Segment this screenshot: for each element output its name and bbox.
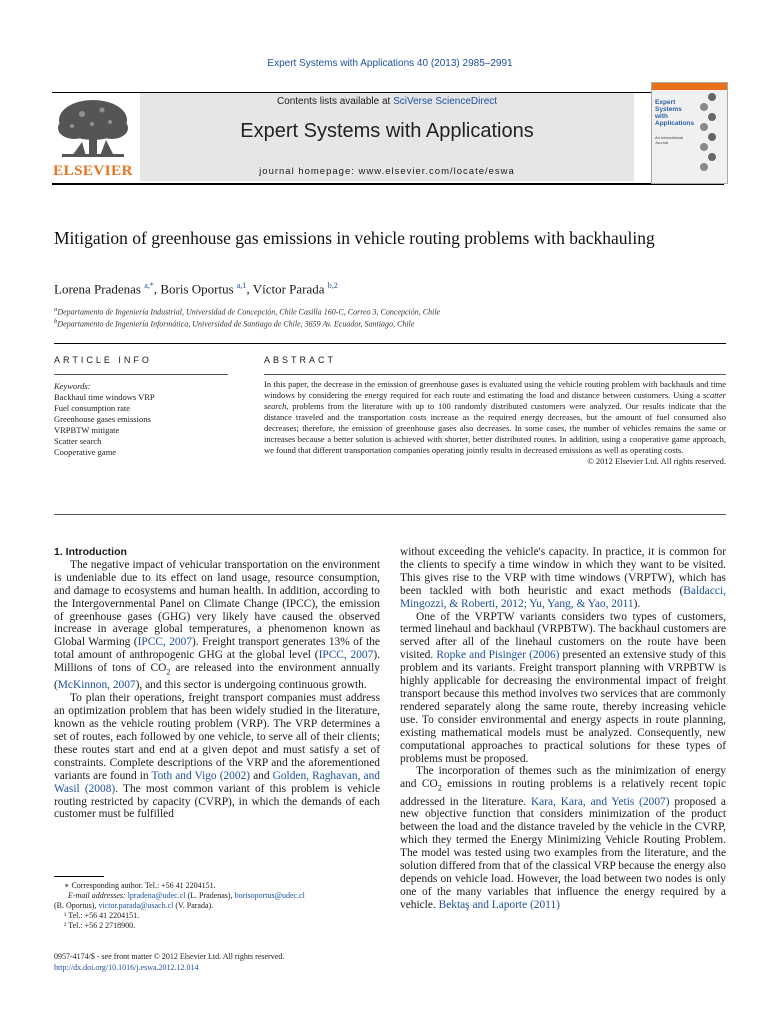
elsevier-wordmark: ELSEVIER [53,163,133,179]
journal-homepage[interactable]: journal homepage: www.elsevier.com/locate/eswa [259,166,515,177]
paragraph: without exceeding the vehicle's capacity. In practice, it is common for the clients to specify a time window in which they want to be visited. This gives rise to the VRP with time windows (VRPTW), which has been tackled with both heuristic and exact methods (Baldacci, Mingozzi, & Roberti, 2012; Yu, Yang, & Yao, 2011). [400,546,726,610]
journal-name: Expert Systems with Applications [240,120,534,142]
citation-link[interactable]: Golden, Raghavan, and Wasil (2008) [54,769,380,795]
keyword: Cooperative game [54,447,117,457]
paragraph: The negative impact of vehicular transportation on the environment is undeniable due to its effect on land usage, resource consumption, and damage to ecosystems and human health. In addition, according to the Intergovernmental Panel on Climate Change (IPCC), the emission of greenhouse gases (GHG) very likely have caused the observed increase in average global temperatures, a phenomenon known as Global Warming (IPCC, 2007). Freight transport generates 13% of the total amount of anthropogenic GHG at the global level (IPCC, 2007). Millions of tons of $CO_2$ are released into the environment annually (McKinnon, 2007), and this sector is undergoing continuous growth. [54,558,380,692]
citation-link[interactable]: Bektaş and Laporte (2011) [438,898,560,911]
paragraph: To plan their operations, freight transport companies must address an optimization problem that has been widely studied in the literature, known as the vehicle routing problem (VRP). The VRP determines a set of routes, each followed by one vehicle, to serve all of their clients; these routes start and end at a given depot and must satisfy a set of constraints. Complete descriptions of the VRP and the aforementioned variants are found in Toth and Vigo (2002) and Golden, Raghavan, and Wasil (2008). The most common variant of this problem is vehicle routing restricted by capacity (CVRP), in which the demands of each customer must be fulfilled [54,692,380,821]
citation-link[interactable]: Kara, Kara, and Yetis (2007) [530,795,670,808]
footnotes [54,881,384,931]
divider [54,374,228,375]
email-link[interactable]: victor.parada@usach.cl [98,901,174,910]
citation-link[interactable]: IPCC, 2007 [137,636,192,649]
footnote: ² Tel.: +56 2 2718900. [64,921,136,930]
copyright-notice: © 2012 Elsevier Ltd. All rights reserved. [587,456,726,466]
footnote-rule [54,876,104,877]
author-marks[interactable]: b,2 [327,281,338,290]
article-title: Mitigation of greenhouse gas emissions in vehicle routing problems with backhauling [54,228,655,248]
body-right-column [400,546,726,912]
keyword: Fuel consumption rate [54,403,131,413]
footnote: ¹ Tel.: +56 41 2204151. [64,911,140,920]
body-left-column [54,546,380,821]
citation-link[interactable]: Ropke and Pisinger (2006) [436,649,560,662]
abstract-heading: ABSTRACT [264,355,337,365]
citation-link[interactable]: IPCC, 2007 [318,649,374,662]
cover-band [652,83,727,90]
divider [264,374,726,375]
journal-cover-thumbnail [651,82,728,184]
contents-line [140,96,634,107]
doi-link[interactable]: http://dx.doi.org/10.1016/j.eswa.2012.12.014 [54,963,199,972]
author-marks[interactable]: a,1 [236,281,247,290]
journal-citation[interactable]: Expert Systems with Applications 40 (2013) 2985–2991 [267,58,513,69]
keywords-label: Keywords: [54,381,91,391]
author-list: Lorena Pradenas $^{a,*}$, Boris Oportus $^{a,1}$, Víctor Parada $^{b,2}$ [54,281,338,297]
citation-link[interactable]: Toth and Vigo (2002) [151,769,251,782]
divider [54,343,726,344]
email-link[interactable]: borisoportus@udec.cl [234,891,305,900]
front-matter-line: 0957-4174/$ - see front matter © 2012 Elsevier Ltd. All rights reserved. [54,952,285,961]
citation-link[interactable]: McKinnon, 2007 [57,679,136,692]
keyword: Backhaul time windows VRP [54,392,155,402]
front-matter [54,951,284,973]
author-marks[interactable]: a,* [144,281,154,290]
author-name: Víctor Parada [252,281,325,297]
elsevier-tree-icon [52,96,134,162]
paragraph: One of the VRPTW variants considers two types of customers, termed linehaul and backhaul (VRPBTW). The backhaul customers are served after all of the linehaul customers on the route have been visited. Ropke and Pisinger (2006) presented an extensive study of this problem and its variants. Freight transport planning with VRPBTW is highly applicable for decreasing the environmental impact of freight transport because this method involves two services that are commonly rendered separately along the same route, thereby increasing vehicle use. To consider environmental and energy aspects in route planning, existing mathematical models must be analyzed. Consequently, new computational approaches to practical solutions for these types of problems must be proposed. [400,610,726,765]
elsevier-logo [52,96,134,180]
corresponding-author-note: ∗ Corresponding author. Tel.: +56 41 2204151. [64,881,216,890]
article-info-heading: ARTICLE INFO [54,355,152,365]
cover-subtitle: An International Journal [655,135,684,145]
affiliation: $^a$Departamento de Ingeniería Industrial, Universidad de Concepción, Chile Casilla 160-C, Correo 3, Concepción, Chile [54,306,441,317]
paragraph: The incorporation of themes such as the minimization of energy and $CO_2$ emissions in routing problems is a relatively recent topic addressed in the literature. Kara, Kara, and Yetis (2007) proposed a new objective function that considers minimization of the product between the load and the distance traveled by the vehicle in the CVRP, which they termed the Energy Minimizing Vehicle Routing Problem. The model was tested using two examples from the literature, and the solution differed from that of the classical VRP because the energy also depends on vehicle load. However, the load between two nodes is only one of the many variables that influence the energy required by a vehicle. Bektaş and Laporte (2011) [400,765,726,911]
keywords-block [54,381,230,458]
sciencedirect-link[interactable]: SciVerse ScienceDirect [393,96,498,107]
author-name: Boris Oportus [160,281,234,297]
author-name: Lorena Pradenas [54,281,141,297]
keyword: VRPBTW mitigate [54,425,120,435]
cover-graphics [694,91,724,173]
divider [54,514,726,515]
section-heading: 1. Introduction [54,546,127,558]
email-addresses: E-mail addresses: lpradena@udec.cl (L. Pradenas), borisoportus@udec.cl [68,891,305,900]
abstract-text: In this paper, the decrease in the emission of greenhouse gases is evaluated using the vehicle routing problem with backhauls and time windows by considering the energy required for each route and estimating the load and distance between customers. Using a scatter search, problems from the literature with up to 100 randomly distributed customers were analyzed. Our results indicate that the distance traveled and the transportation costs increase as the required energy decreases, but the amount of fuel consumed also decreases; therefore, the emission of greenhouse gases also decreases. In some cases, the number of vehicles remains the same or increases because a better solution is achieved with shorter, better distributed routes. In addition, using a cooperative game approach, we found that different transportation companies operating jointly results in decreased emissions as well as operating costs. © 2012 Elsevier Ltd. All rights reserved. [264,379,726,466]
email-addresses-cont: (B. Oportus), victor.parada@usach.cl (V. Parada). [54,901,214,910]
keyword: Scatter search [54,436,102,446]
cover-title: Expert Systems with Applications [655,99,695,127]
email-link[interactable]: lpradena@udec.cl [127,891,186,900]
contents-prefix: Contents lists available at [276,96,394,107]
citation-link[interactable]: Baldacci, Mingozzi, & Roberti, 2012; Yu, Yang, & Yao, 2011 [400,584,726,610]
affiliation: $^b$Departamento de Ingeniería Informática, Universidad de Santiago de Chile, 3659 Av. Ecuador, Santiago, Chile [54,318,415,329]
keyword: Greenhouse gases emissions [54,414,151,424]
